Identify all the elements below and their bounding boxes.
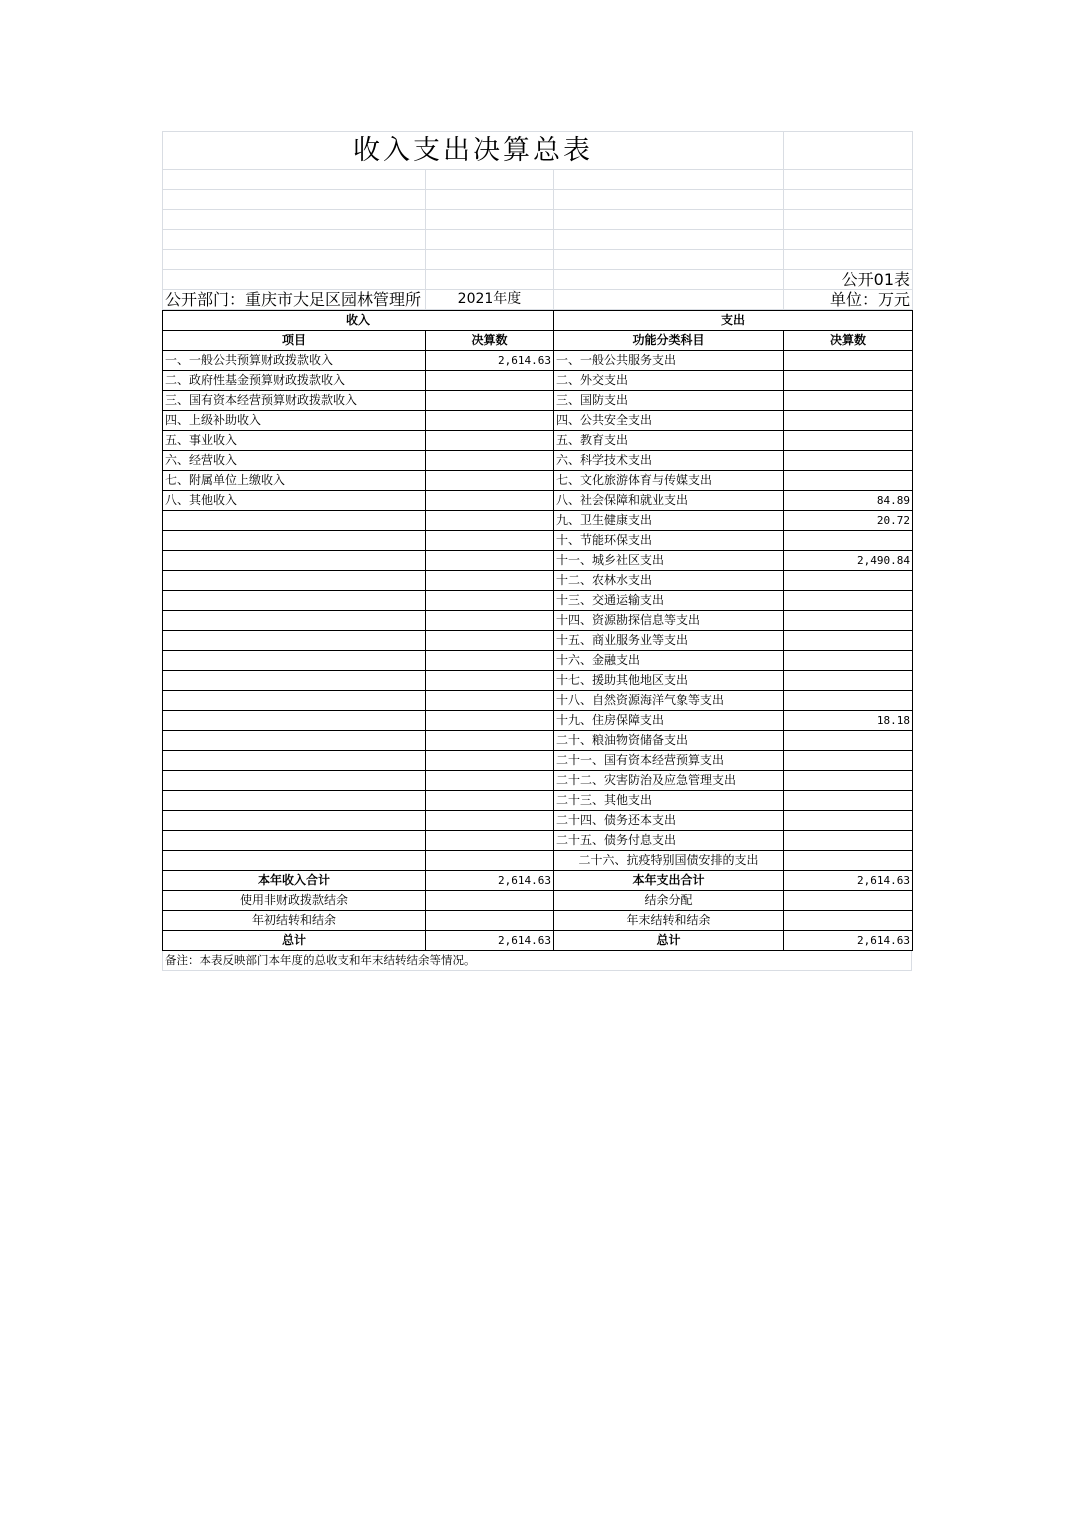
income-amount-cell: [426, 751, 554, 771]
table-row: [163, 771, 913, 791]
expense-item-cell: 二十三、其他支出: [554, 791, 784, 811]
income-amount-cell: [426, 671, 554, 691]
table-row: [163, 571, 913, 591]
income-amount-cell: [426, 391, 554, 411]
expense-amount-cell: [784, 371, 913, 391]
expense-item-cell: 十一、城乡社区支出: [554, 551, 784, 571]
expense-item-cell: 六、科学技术支出: [554, 451, 784, 471]
section-header-row: [163, 311, 913, 331]
income-amount-cell: [426, 531, 554, 551]
summary-income-item: 本年收入合计: [163, 871, 426, 891]
expense-amount-cell: [784, 831, 913, 851]
income-amount-cell: [426, 451, 554, 471]
income-amount-cell: [426, 371, 554, 391]
income-amount-cell: [426, 791, 554, 811]
expense-item-cell: 十八、自然资源海洋气象等支出: [554, 691, 784, 711]
year-label: 2021年度: [426, 290, 554, 310]
expense-amount-cell: 84.89: [784, 491, 913, 511]
summary-income-item: 年初结转和结余: [163, 911, 426, 931]
table-row: [163, 811, 913, 831]
expense-item-cell: 二十一、国有资本经营预算支出: [554, 751, 784, 771]
income-amount-cell: [426, 831, 554, 851]
income-item-cell: [163, 671, 426, 691]
expense-item-cell: 十四、资源勘探信息等支出: [554, 611, 784, 631]
table-row: [163, 631, 913, 651]
summary-income-amount: [426, 891, 554, 911]
table-row: [163, 751, 913, 771]
col-income-amount: 决算数: [426, 331, 554, 351]
table-row: [163, 731, 913, 751]
summary-expense-item: 总计: [554, 931, 784, 951]
expense-item-cell: 十三、交通运输支出: [554, 591, 784, 611]
table-row: [163, 531, 913, 551]
income-item-cell: [163, 831, 426, 851]
income-amount-cell: [426, 651, 554, 671]
income-item-cell: [163, 531, 426, 551]
income-item-cell: 一、一般公共预算财政拨款收入: [163, 351, 426, 371]
table-row: [163, 651, 913, 671]
summary-income-amount: 2,614.63: [426, 871, 554, 891]
income-amount-cell: [426, 631, 554, 651]
summary-expense-item: 本年支出合计: [554, 871, 784, 891]
expense-amount-cell: [784, 691, 913, 711]
table-row: [163, 351, 913, 371]
unit-label: 单位：万元: [784, 290, 913, 310]
table-row: [163, 711, 913, 731]
income-item-cell: 七、附属单位上缴收入: [163, 471, 426, 491]
spreadsheet: [162, 131, 912, 971]
table-body: [163, 351, 913, 871]
expense-amount-cell: [784, 751, 913, 771]
income-amount-cell: [426, 851, 554, 871]
expense-item-cell: 一、一般公共服务支出: [554, 351, 784, 371]
income-amount-cell: [426, 711, 554, 731]
table-row: [163, 371, 913, 391]
table-row: [163, 831, 913, 851]
table-row: [163, 451, 913, 471]
col-expense-amount: 决算数: [784, 331, 913, 351]
income-amount-cell: [426, 691, 554, 711]
expense-item-cell: 十二、农林水支出: [554, 571, 784, 591]
expense-amount-cell: [784, 391, 913, 411]
page-title: 收入支出决算总表: [163, 132, 784, 170]
income-amount-cell: [426, 431, 554, 451]
expense-amount-cell: [784, 451, 913, 471]
expense-amount-cell: [784, 471, 913, 491]
column-header-row: [163, 331, 913, 351]
expense-item-cell: 二十四、债务还本支出: [554, 811, 784, 831]
table-row: [163, 611, 913, 631]
table-row: [163, 411, 913, 431]
expense-amount-cell: 2,490.84: [784, 551, 913, 571]
expense-amount-cell: [784, 611, 913, 631]
expense-amount-cell: [784, 731, 913, 751]
header-grid: [162, 131, 913, 310]
summary-row: [163, 931, 913, 951]
summary-row: [163, 891, 913, 911]
income-item-cell: [163, 611, 426, 631]
expense-item-cell: 二十五、债务付息支出: [554, 831, 784, 851]
income-item-cell: [163, 811, 426, 831]
expense-item-cell: 十、节能环保支出: [554, 531, 784, 551]
income-item-cell: [163, 751, 426, 771]
income-amount-cell: [426, 551, 554, 571]
summary-income-item: 总计: [163, 931, 426, 951]
expense-amount-cell: [784, 411, 913, 431]
summary-income-amount: 2,614.63: [426, 931, 554, 951]
summary-row: [163, 871, 913, 891]
income-item-cell: [163, 651, 426, 671]
income-item-cell: [163, 771, 426, 791]
summary-expense-amount: [784, 891, 913, 911]
expense-amount-cell: [784, 571, 913, 591]
expense-amount-cell: [784, 631, 913, 651]
income-section-header: 收入: [163, 311, 554, 331]
table-row: [163, 551, 913, 571]
expense-amount-cell: 18.18: [784, 711, 913, 731]
expense-amount-cell: 20.72: [784, 511, 913, 531]
table-row: [163, 851, 913, 871]
income-item-cell: 五、事业收入: [163, 431, 426, 451]
expense-section-header: 支出: [554, 311, 913, 331]
income-amount-cell: [426, 771, 554, 791]
table-row: [163, 511, 913, 531]
income-item-cell: 六、经营收入: [163, 451, 426, 471]
income-amount-cell: [426, 611, 554, 631]
table-row: [163, 491, 913, 511]
income-item-cell: [163, 851, 426, 871]
table-row: [163, 591, 913, 611]
expense-amount-cell: [784, 591, 913, 611]
col-income-item: 项目: [163, 331, 426, 351]
table-row: [163, 471, 913, 491]
expense-item-cell: 二、外交支出: [554, 371, 784, 391]
income-amount-cell: [426, 571, 554, 591]
summary-expense-amount: [784, 911, 913, 931]
income-item-cell: [163, 791, 426, 811]
summary-expense-amount: 2,614.63: [784, 931, 913, 951]
income-item-cell: 三、国有资本经营预算财政拨款收入: [163, 391, 426, 411]
expense-item-cell: 二十六、抗疫特别国债安排的支出: [554, 851, 784, 871]
income-item-cell: 八、其他收入: [163, 491, 426, 511]
income-item-cell: 二、政府性基金预算财政拨款收入: [163, 371, 426, 391]
summary-income-amount: [426, 911, 554, 931]
expense-amount-cell: [784, 651, 913, 671]
expense-item-cell: 十六、金融支出: [554, 651, 784, 671]
income-item-cell: [163, 511, 426, 531]
col-expense-item: 功能分类科目: [554, 331, 784, 351]
income-amount-cell: [426, 511, 554, 531]
income-item-cell: [163, 731, 426, 751]
income-item-cell: [163, 631, 426, 651]
income-amount-cell: [426, 591, 554, 611]
expense-item-cell: 七、文化旅游体育与传媒支出: [554, 471, 784, 491]
expense-amount-cell: [784, 671, 913, 691]
footnote: 备注：本表反映部门本年度的总收支和年末结转结余等情况。: [162, 951, 912, 971]
department-label: 公开部门：重庆市大足区园林管理所: [163, 290, 426, 310]
expense-item-cell: 九、卫生健康支出: [554, 511, 784, 531]
expense-amount-cell: [784, 811, 913, 831]
income-amount-cell: [426, 811, 554, 831]
expense-item-cell: 十五、商业服务业等支出: [554, 631, 784, 651]
expense-amount-cell: [784, 351, 913, 371]
income-item-cell: 四、上级补助收入: [163, 411, 426, 431]
income-item-cell: [163, 691, 426, 711]
summary-expense-item: 年末结转和结余: [554, 911, 784, 931]
table-code: 公开01表: [784, 270, 913, 290]
income-item-cell: [163, 571, 426, 591]
expense-item-cell: 二十、粮油物资储备支出: [554, 731, 784, 751]
expense-amount-cell: [784, 431, 913, 451]
summary-row: [163, 911, 913, 931]
table-row: [163, 791, 913, 811]
expense-amount-cell: [784, 531, 913, 551]
summary-expense-item: 结余分配: [554, 891, 784, 911]
income-amount-cell: [426, 471, 554, 491]
summary-expense-amount: 2,614.63: [784, 871, 913, 891]
table-row: [163, 431, 913, 451]
summary-income-item: 使用非财政拨款结余: [163, 891, 426, 911]
income-amount-cell: [426, 491, 554, 511]
income-item-cell: [163, 711, 426, 731]
table-row: [163, 671, 913, 691]
expense-amount-cell: [784, 851, 913, 871]
expense-item-cell: 四、公共安全支出: [554, 411, 784, 431]
income-amount-cell: 2,614.63: [426, 351, 554, 371]
expense-item-cell: 二十二、灾害防治及应急管理支出: [554, 771, 784, 791]
expense-amount-cell: [784, 791, 913, 811]
table-row: [163, 391, 913, 411]
expense-item-cell: 五、教育支出: [554, 431, 784, 451]
expense-item-cell: 十九、住房保障支出: [554, 711, 784, 731]
expense-item-cell: 十七、援助其他地区支出: [554, 671, 784, 691]
expense-item-cell: 三、国防支出: [554, 391, 784, 411]
income-amount-cell: [426, 411, 554, 431]
income-item-cell: [163, 551, 426, 571]
income-expense-table: [162, 310, 913, 951]
table-row: [163, 691, 913, 711]
expense-item-cell: 八、社会保障和就业支出: [554, 491, 784, 511]
expense-amount-cell: [784, 771, 913, 791]
income-item-cell: [163, 591, 426, 611]
table-summary: [163, 871, 913, 951]
income-amount-cell: [426, 731, 554, 751]
